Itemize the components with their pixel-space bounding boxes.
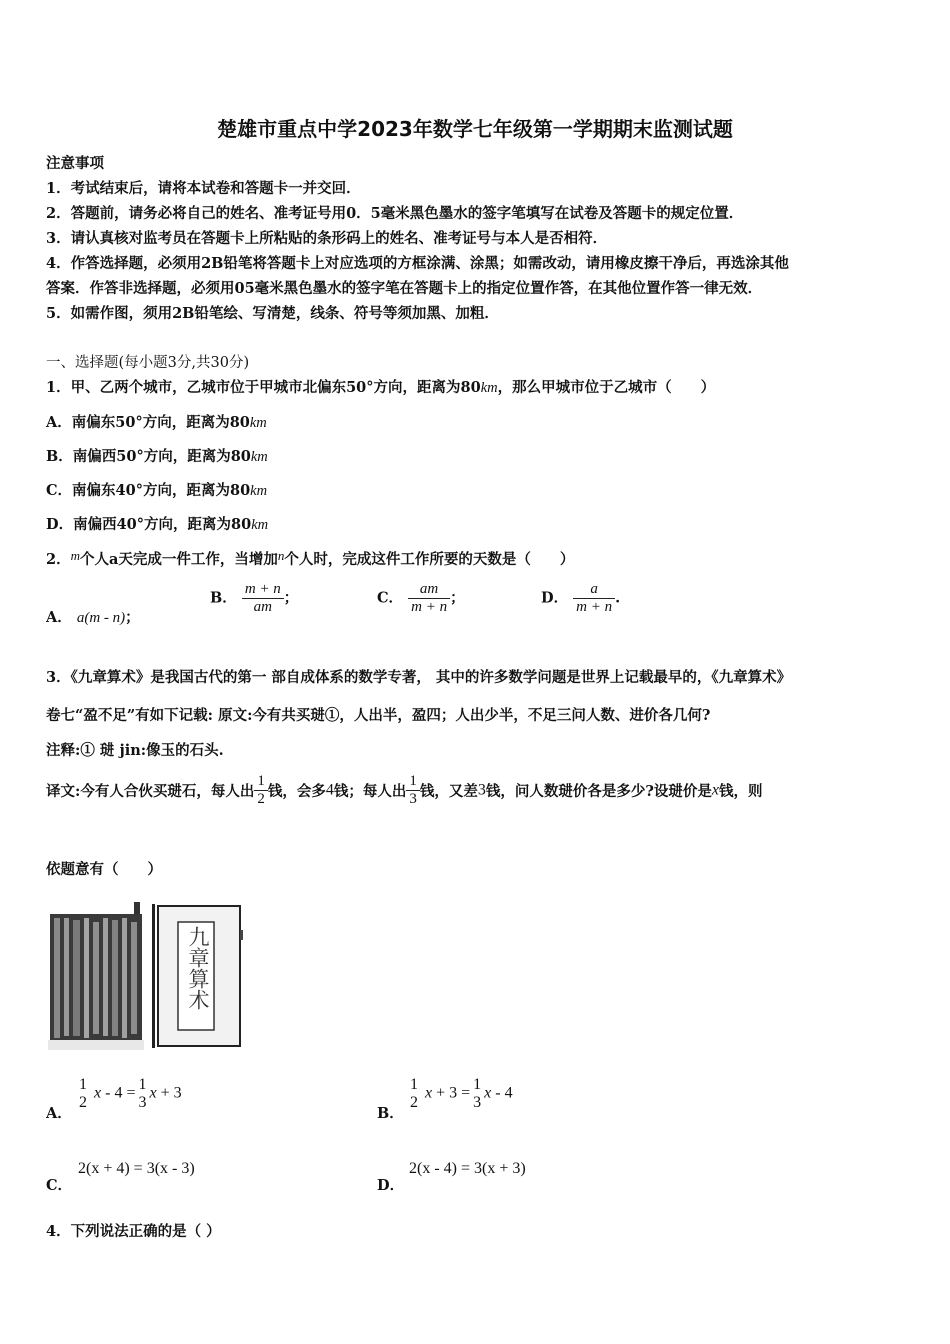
question-2-option-b: B． $\frac{m + n}{am}$ ； <box>210 581 299 615</box>
question-3-option-b-label: B． <box>377 1105 404 1122</box>
question-3-option-c: 2(x + 4) = 3(x - 3) <box>78 1160 195 1177</box>
question-3-translation: 译文:今有人合伙买琎石，每人出 $\frac{1}{2}$ 钱，会多4钱；每人出 $\frac{1}{3}$ 钱，又差3钱，问人数琎价各是多少?设琎价是x钱，则 <box>46 773 763 807</box>
question-3-prompt: 依题意有（ ） <box>46 861 162 878</box>
question-3-option-a: 1 2 x - 4 = 1 3 x + 3 <box>79 1076 182 1111</box>
question-3-option-d: 2(x - 4) = 3(x + 3) <box>409 1160 526 1177</box>
question-3-line: 3．《九章算术》是我国古代的第一 部自成体系的数学专著， 其中的许多数学问题是世界上记载最早的，《九章算术》 <box>46 669 792 686</box>
notice-item: 2．答题前，请务必将自己的姓名、准考证号用0．5毫米黑色墨水的签字笔填写在试卷及答题卡的规定位置． <box>46 205 744 222</box>
notice-item: 4．作答选择题，必须用2B铅笔将答题卡上对应选项的方框涂满、涂黑；如需改动，请用橡皮擦干净后，再选涂其他 <box>46 255 789 272</box>
question-2-option-d: D． $\frac{a}{m + n}$ . <box>541 581 621 615</box>
page-title: 楚雄市重点中学2023年数学七年级第一学期期末监测试题 <box>217 117 733 141</box>
question-2-option-c: C． $\frac{am}{m + n}$ ； <box>377 581 465 615</box>
notice-item: 1．考试结束后，请将本试卷和答题卡一并交回． <box>46 180 361 197</box>
notice-heading: 注意事项 <box>46 155 104 172</box>
question-1-stem: 1．甲、乙两个城市，乙城市位于甲城市北偏东50°方向，距离为80km，那么甲城市位于乙城市（ ） <box>46 379 716 396</box>
question-3-option-c-label: C． <box>46 1177 73 1194</box>
notice-item: 答案．作答非选择题，必须用05毫米黑色墨水的签字笔在答题卡上的指定位置作答，在其他位置作答一律无效． <box>46 280 763 297</box>
notice-item: 3．请认真核对监考员在答题卡上所粘贴的条形码上的姓名、准考证号与本人是否相符． <box>46 230 608 247</box>
question-1-option-d: D．南偏西40°方向，距离为80km <box>46 516 269 533</box>
question-2-stem: 2．m个人a天完成一件工作，当增加n个人时，完成这件工作所要的天数是（ ） <box>46 548 575 568</box>
question-1-option-c: C．南偏东40°方向，距离为80km <box>46 482 268 499</box>
notice-item: 5．如需作图，须用2B铅笔绘、写清楚，线条、符号等须加黑、加粗． <box>46 305 499 322</box>
question-3-note: 注释:① 琎 jin:像玉的石头. <box>46 742 224 759</box>
question-3-line: 卷七“盈不足”有如下记载: 原文:今有共买琎①，人出半，盈四；人出少半，不足三问人数、进价各几何? <box>46 707 711 724</box>
question-2-option-a: A． a(m - n)； <box>46 609 140 626</box>
question-4-stem: 4．下列说法正确的是（ ） <box>46 1223 221 1240</box>
section-heading: 一、选择题(每小题3分,共30分) <box>46 355 250 371</box>
question-3-option-d-label: D． <box>377 1177 405 1194</box>
question-1-option-b: B．南偏西50°方向，距离为80km <box>46 448 268 465</box>
question-3-option-a-label: A． <box>46 1105 72 1122</box>
question-3-option-b: 1 2 x + 3 = 1 3 x - 4 <box>410 1076 513 1111</box>
book-title-label: 九章算术 <box>186 926 210 1010</box>
question-1-option-a: A．南偏东50°方向，距离为80km <box>46 414 267 431</box>
book-cover-image <box>48 900 244 1052</box>
